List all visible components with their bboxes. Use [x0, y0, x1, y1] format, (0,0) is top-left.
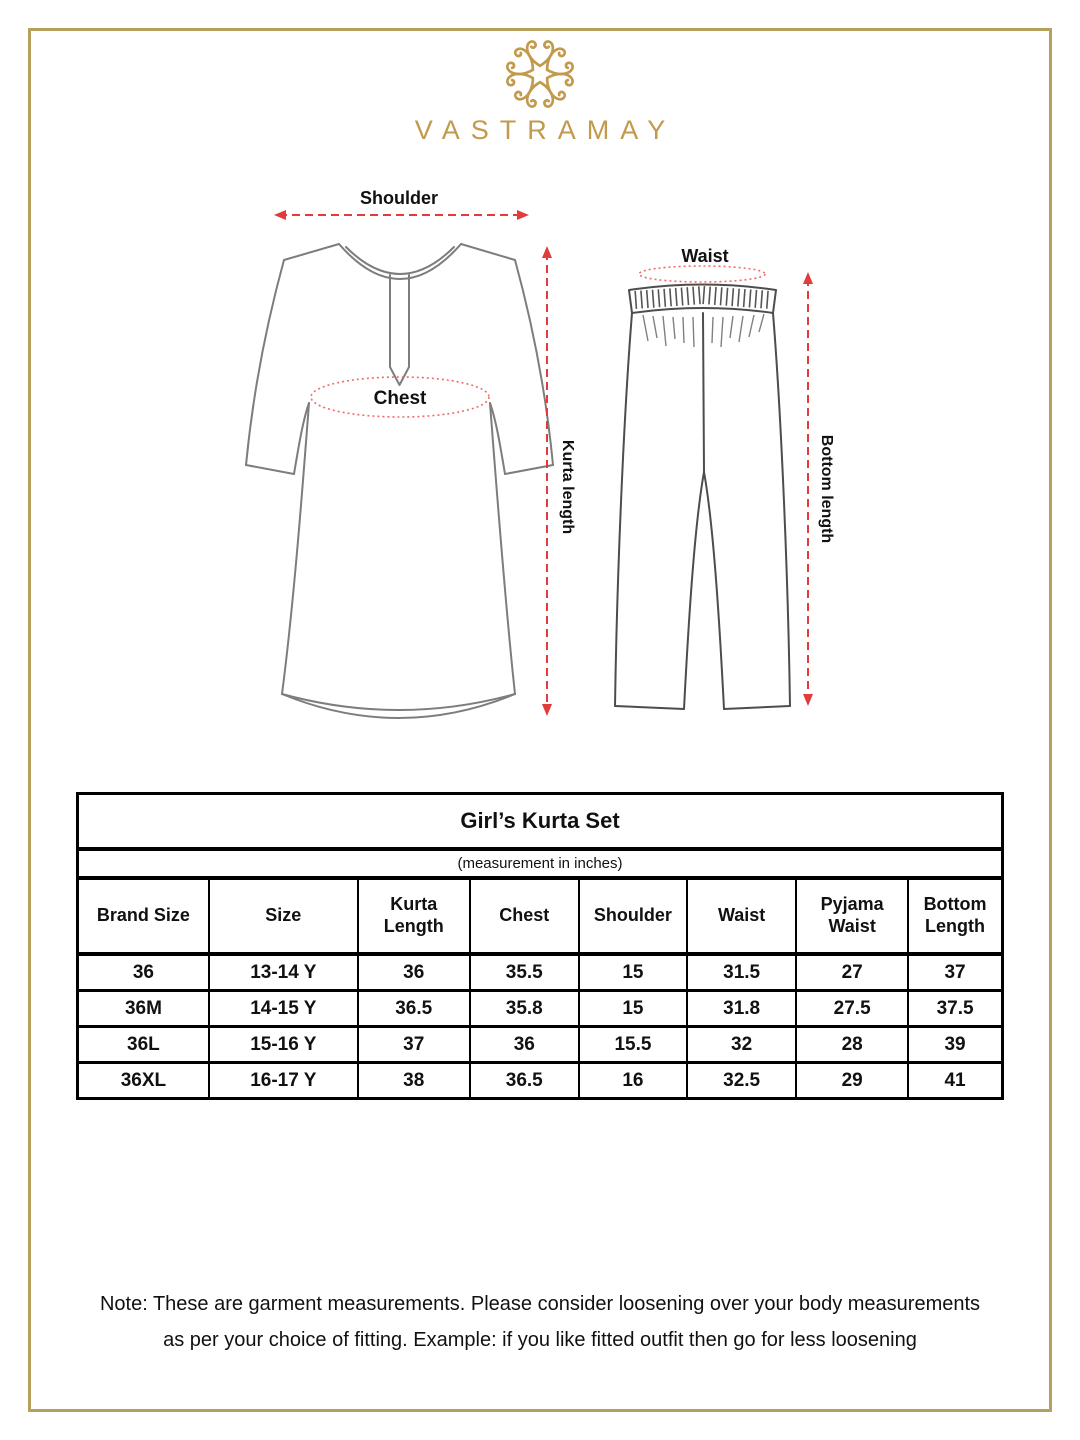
table-title: Girl’s Kurta Set [78, 794, 1003, 850]
size-cell: 35.5 [470, 954, 579, 991]
note-line-2: as per your choice of fitting. Example: if you like fitted outfit then go for less loosening [163, 1329, 917, 1351]
size-cell: 36 [470, 1027, 579, 1063]
size-cell: 41 [908, 1063, 1002, 1099]
size-cell: 16 [579, 1063, 687, 1099]
bottom-length-label: Bottom length [818, 434, 835, 544]
kurta-length-label: Kurta length [559, 439, 576, 535]
table-row [78, 1027, 1003, 1063]
brand-header [404, 35, 677, 146]
shoulder-label: Shoulder [359, 188, 439, 208]
kurta-diagram [209, 182, 609, 762]
size-cell: 15 [579, 954, 687, 991]
size-cell: 38 [358, 1063, 470, 1099]
size-cell: 37.5 [908, 991, 1002, 1027]
size-cell: 14-15 Y [209, 991, 358, 1027]
size-cell: 36 [358, 954, 470, 991]
size-chart-table [76, 792, 1004, 1100]
measurement-note [31, 1286, 1049, 1358]
vastramay-logo-icon [501, 35, 579, 113]
column-header-brand-size: Brand Size [78, 878, 209, 954]
size-cell: 32 [687, 1027, 796, 1063]
table-subtitle: (measurement in inches) [78, 849, 1003, 878]
size-cell: 35.8 [470, 991, 579, 1027]
size-cell: 27 [796, 954, 908, 991]
size-cell: 36 [78, 954, 209, 991]
measurement-diagrams [209, 182, 871, 762]
column-header-pyjama-waist: Pyjama Waist [796, 878, 908, 954]
size-cell: 36M [78, 991, 209, 1027]
size-cell: 29 [796, 1063, 908, 1099]
size-cell: 28 [796, 1027, 908, 1063]
table-row [78, 954, 1003, 991]
size-cell: 31.5 [687, 954, 796, 991]
size-cell: 15.5 [579, 1027, 687, 1063]
size-cell: 37 [358, 1027, 470, 1063]
size-cell: 36.5 [358, 991, 470, 1027]
size-cell: 36XL [78, 1063, 209, 1099]
size-cell: 39 [908, 1027, 1002, 1063]
pyjama-diagram [591, 182, 871, 762]
column-header-kurta-length: Kurta Length [358, 878, 470, 954]
table-row [78, 991, 1003, 1027]
column-header-waist: Waist [687, 878, 796, 954]
size-cell: 16-17 Y [209, 1063, 358, 1099]
note-line-1: Note: These are garment measurements. Please consider loosening over your body measurements [99, 1293, 981, 1315]
column-header-bottom-length: Bottom Length [908, 878, 1002, 954]
waist-measure-ellipse [639, 266, 765, 282]
size-cell: 37 [908, 954, 1002, 991]
size-cell: 31.8 [687, 991, 796, 1027]
size-cell: 15 [579, 991, 687, 1027]
size-cell: 13-14 Y [209, 954, 358, 991]
size-cell: 27.5 [796, 991, 908, 1027]
table-header-row [78, 878, 1003, 954]
brand-wordmark: VASTRAMAY [414, 115, 677, 145]
chest-label: Chest [373, 388, 427, 409]
waist-label: Waist [681, 246, 729, 266]
size-cell: 36L [78, 1027, 209, 1063]
size-cell: 15-16 Y [209, 1027, 358, 1063]
column-header-shoulder: Shoulder [579, 878, 687, 954]
size-cell: 36.5 [470, 1063, 579, 1099]
column-header-chest: Chest [470, 878, 579, 954]
size-cell: 32.5 [687, 1063, 796, 1099]
size-chart-page [31, 31, 1049, 1409]
column-header-size: Size [209, 878, 358, 954]
table-row [78, 1063, 1003, 1099]
